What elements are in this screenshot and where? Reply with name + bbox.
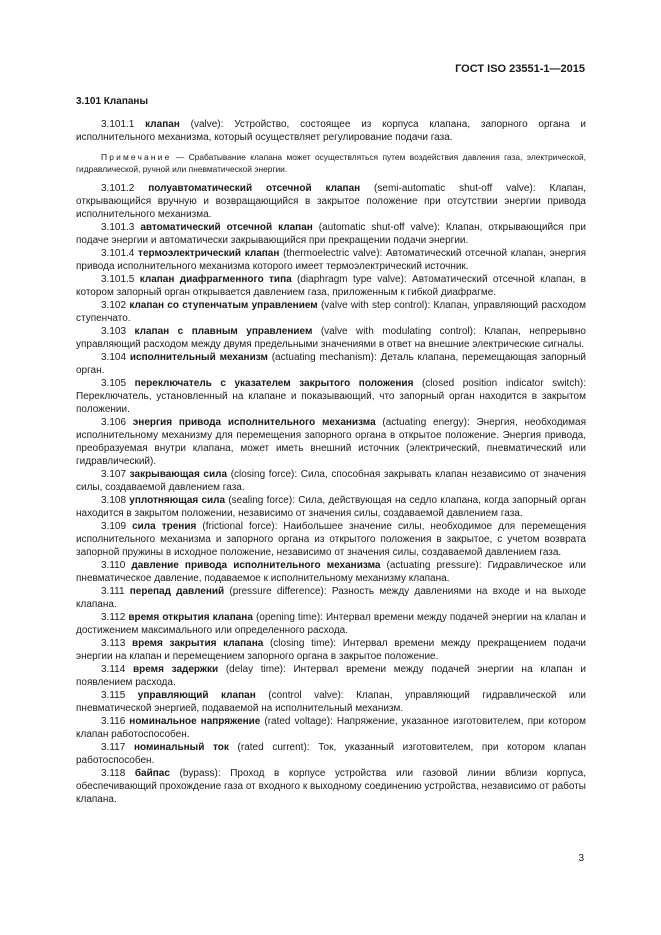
term: клапан с плавным управлением — [134, 326, 313, 337]
term: время открытия клапана — [128, 612, 253, 623]
term: давление привода исполнительного механизма — [131, 560, 381, 571]
definition-entry: 3.108 уплотняющая сила (sealing force): Сила, действующая на седло клапана, когда запорный орган находится в закрытом положении, независимо от значения силы, создаваемой давлением газа. — [76, 495, 587, 519]
term: закрывающая сила — [129, 469, 228, 480]
term: полуавтоматический отсечной клапан — [148, 183, 361, 194]
term: время задержки — [132, 664, 219, 675]
definition-entry: 3.112 время открытия клапана (opening time): Интервал времени между подачей энергии на клапан и достижением максимального или определенного расхода. — [76, 612, 586, 636]
term: управляющий клапан — [137, 690, 256, 701]
term: энергия привода исполнительного механизма — [132, 417, 376, 428]
term: уплотняющая сила — [129, 495, 226, 506]
definition-entry: 3.101.5 клапан диафрагменного типа (diaphragm type valve): Автоматический отсечной клапан, в котором запорный орган открывается давлением газа, приложенным к гибкой диафрагме. — [76, 274, 586, 298]
definition-entry: 3.106 энергия привода исполнительного механизма (actuating energy): Энергия, необходимая исполнительному механизму для перемещения запорного органа в открытое положение. Энергия привода, преобразуемая внутри клапана, может иметь внешний источник (электрический, пневматический или гидравлический). — [76, 417, 586, 467]
term: сила трения — [132, 521, 197, 532]
definition-entry: 3.113 время закрытия клапана (closing time): Интервал времени между прекращением подачи энергии на клапан и перемещением запорного органа в закрытое положение. — [76, 638, 587, 662]
definition-entry: 3.110 давление привода исполнительного механизма (actuating pressure): Гидравлическое или пневматическое давление, подаваемое к исполнительному механизму клапана. — [76, 560, 586, 584]
definition-entry: 3.102 клапан со ступенчатым управлением (valve with step control): Клапан, управляющий расходом ступенчато. — [76, 300, 586, 324]
definition-entry: 3.116 номинальное напряжение (rated voltage): Напряжение, указанное изготовителем, при котором клапан работоспособен. — [76, 716, 586, 740]
definition-entry: 3.101.3 автоматический отсечной клапан (automatic shut-off valve): Клапан, открывающийся при подаче энергии и автоматически закрывающийся при прекращении подачи энергии. — [76, 222, 586, 246]
document-code: ГОСТ ISO 23551-1—2015 — [455, 63, 585, 75]
term: байпас — [134, 768, 170, 779]
term: время закрытия клапана — [131, 638, 264, 649]
term: клапан со ступенчатым управлением — [129, 300, 318, 311]
page-number: 3 — [578, 853, 584, 864]
definition-entry: 3.104 исполнительный механизм (actuating mechanism): Деталь клапана, перемещающая запорный орган. — [76, 352, 587, 376]
definition-entry: 3.103 клапан с плавным управлением (valve with modulating control): Клапан, непрерывно управляющий расходом между двумя предельными значениями в ответ на внешние электрические сигналы. — [76, 326, 586, 350]
note-text: — Срабатывание клапана может осуществляться путем воздействия давления газа, электрической, гидравлической, ручной или пневматической энергии. — [76, 152, 586, 174]
definition-entry: 3.114 время задержки (delay time): Интервал времени между подачей энергии на клапан и появлением расхода. — [76, 664, 586, 688]
term: номинальный ток — [133, 742, 229, 753]
note-label: Примечание — [101, 152, 172, 162]
definition-entry: 3.115 управляющий клапан (control valve): Клапан, управляющий гидравлической или пневматической энергией, подаваемой на исполнительный механизм. — [76, 690, 586, 714]
term: номинальное напряжение — [129, 716, 261, 727]
section-title: 3.101 Клапаны — [76, 96, 149, 107]
term: автоматический отсечной клапан — [140, 222, 313, 233]
term: исполнительный механизм — [129, 352, 268, 363]
page-content — [76, 95, 586, 806]
definition-entry: 3.117 номинальный ток (rated current): Ток, указанный изготовителем, при котором клапан работоспособен. — [76, 742, 587, 766]
definition-entry: 3.107 закрывающая сила (closing force): Сила, способная закрывать клапан независимо от значения силы, создаваемой давлением газа. — [76, 469, 587, 493]
definition-entry: 3.111 перепад давлений (pressure difference): Разность между давлениями на входе и на выходе клапана. — [76, 586, 587, 610]
definition-entry: 3.101.1 клапан (valve): Устройство, состоящее из корпуса клапана, запорного органа и исполнительного механизма, который осуществляет регулирование подачи газа. — [76, 119, 586, 143]
definition-entry: 3.105 переключатель с указателем закрытого положения (closed position indicator switch): Переключатель, установленный на клапане и показывающий, что запорный орган находится в закрытом положении. — [76, 378, 586, 415]
term: термоэлектрический клапан — [138, 248, 280, 259]
term: переключатель с указателем закрытого положения — [134, 378, 414, 389]
definition-entry: 3.101.4 термоэлектрический клапан (thermoelectric valve): Автоматический отсечной клапан, энергия привода исполнительного механизма которого имеет термоэлектрический источник. — [76, 248, 586, 272]
definition-entry: 3.118 байпас (bypass): Проход в корпусе устройства или газовой линии вблизи корпуса, обеспечивающий прохождение газа от входного к выходному соединению устройства, независимо от работы клапана. — [76, 768, 587, 805]
definition-entry: 3.101.2 полуавтоматический отсечной клапан (semi-automatic shut-off valve): Клапан, открывающийся вручную и возвращающийся в закрытое положение при отсутствии энергии привода исполнительного механизма. — [76, 183, 586, 220]
note — [76, 151, 586, 175]
term: клапан — [145, 119, 180, 130]
term: клапан диафрагменного типа — [139, 274, 292, 285]
definition-entry: 3.109 сила трения (frictional force): Наибольшее значение силы, необходимое для перемещения исполнительного механизма и запорного органа из открытого положения в закрытое, с учетом возврата запорной пружины в исходное положение, независимо от значения силы, создаваемой давлением газа. — [76, 521, 587, 558]
term: перепад давлений — [129, 586, 225, 597]
